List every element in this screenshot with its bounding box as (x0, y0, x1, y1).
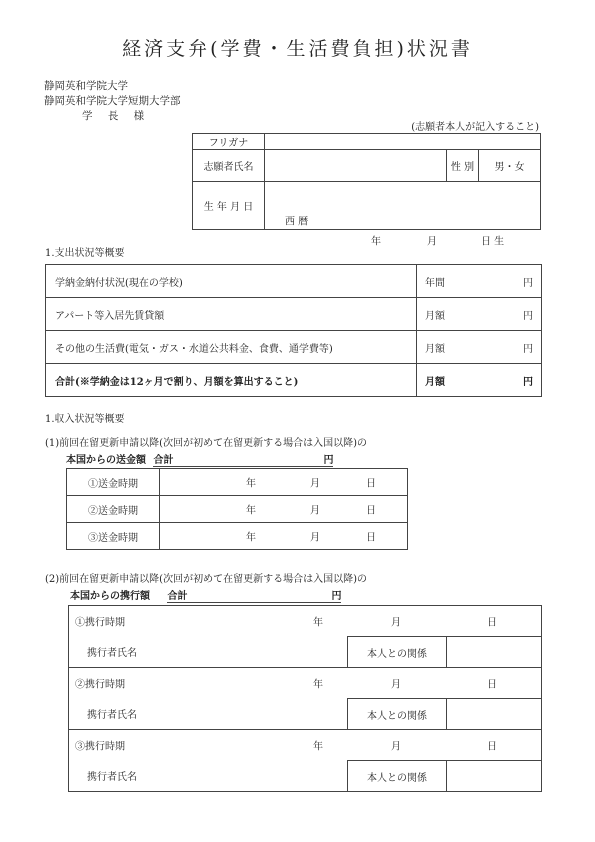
remittance-total-label: 合計 (153, 455, 174, 466)
expense-row (46, 265, 542, 298)
page-title: 経済支弁(学費・生活費負担)状況書 (122, 38, 473, 60)
date-year: 年 (246, 478, 256, 490)
gender-label: 性 別 (447, 150, 479, 182)
remittance-amount-label: 本国からの送金額 (66, 455, 146, 466)
carrier-name-field[interactable] (69, 637, 348, 668)
dob-year: 年 (371, 236, 381, 247)
yen-unit: 円 (523, 343, 533, 355)
date-month: 月 (310, 505, 320, 517)
carried-date-field[interactable] (69, 730, 542, 761)
expense-label: 学納金納付状況(現在の学校) (46, 265, 417, 298)
remittance-row (67, 469, 408, 496)
expense-period: 年間 (425, 277, 445, 289)
remittance-row-label: ②送金時期 (67, 496, 160, 523)
expense-row (46, 331, 542, 364)
remittance-table (66, 468, 408, 550)
carried-row-label: ①携行時期 (75, 617, 125, 629)
date-day: 日 (487, 679, 497, 691)
remittance-date-field[interactable] (160, 523, 408, 550)
date-year: 年 (313, 741, 323, 753)
carried-amount-label: 本国からの携行額 (70, 591, 150, 602)
expense-value[interactable] (417, 331, 542, 364)
expense-total-row (46, 364, 542, 397)
carried-amount-line (70, 587, 341, 603)
remittance-row-label: ③送金時期 (67, 523, 160, 550)
date-month: 月 (310, 478, 320, 490)
date-year: 年 (313, 617, 323, 629)
relation-field[interactable] (447, 637, 542, 668)
section-income-heading: 1.収入状況等概要 (45, 414, 125, 425)
applicant-name-field[interactable] (265, 150, 447, 182)
dob-day: 日 生 (481, 236, 505, 247)
gender-value[interactable]: 男・女 (479, 150, 541, 182)
expense-period: 月額 (425, 310, 445, 322)
relation-label: 本人との関係 (348, 699, 447, 730)
carrier-name-field[interactable] (69, 699, 348, 730)
remittance-date-field[interactable] (160, 496, 408, 523)
expense-label: アパート等入居先賃貸額 (46, 298, 417, 331)
fill-note: (志願者本人が記入すること) (411, 122, 539, 133)
carried-table (68, 605, 542, 792)
carried-person-row (69, 699, 542, 730)
carried-row-label: ③携行時期 (75, 741, 125, 753)
yen-unit: 円 (331, 591, 342, 602)
yen-unit: 円 (523, 277, 533, 289)
carrier-name-field[interactable] (69, 761, 348, 792)
carried-date-field[interactable] (69, 668, 542, 699)
date-year: 年 (246, 532, 256, 544)
date-day: 日 (487, 617, 497, 629)
carried-date-field[interactable] (69, 606, 542, 637)
relation-field[interactable] (447, 761, 542, 792)
date-month: 月 (310, 532, 320, 544)
carrier-name-label: 携行者氏名 (87, 772, 137, 784)
carried-date-row (69, 606, 542, 637)
address-line-3: 学 長 様 (82, 110, 151, 122)
date-day: 日 (366, 532, 376, 544)
expense-value[interactable] (417, 265, 542, 298)
remittance-total-field[interactable] (153, 451, 333, 467)
remittance-row (67, 523, 408, 550)
expense-table (45, 264, 542, 397)
date-year: 年 (246, 505, 256, 517)
remittance-row (67, 496, 408, 523)
yen-unit: 円 (523, 310, 533, 322)
date-day: 日 (366, 478, 376, 490)
relation-field[interactable] (447, 699, 542, 730)
date-month: 月 (391, 679, 401, 691)
dob-label: 生 年 月 日 (193, 182, 265, 230)
applicant-name-label: 志願者氏名 (193, 150, 265, 182)
remittance-date-field[interactable] (160, 469, 408, 496)
carried-person-row (69, 637, 542, 668)
expense-period: 月額 (425, 343, 445, 355)
date-day: 日 (366, 505, 376, 517)
carried-heading: (2)前回在留更新申請以降(次回が初めて在留更新する場合は入国以降)の (45, 574, 367, 585)
expense-total-label: 合計(※学納金は12ヶ月で割り、月額を算出すること) (46, 364, 417, 397)
carried-row-label: ②携行時期 (75, 679, 125, 691)
dob-month: 月 (427, 236, 437, 247)
yen-unit: 円 (523, 376, 533, 388)
dob-field[interactable] (265, 182, 541, 247)
applicant-table (192, 133, 541, 247)
expense-total-value[interactable] (417, 364, 542, 397)
carried-person-row (69, 761, 542, 792)
recipient-address (44, 79, 181, 124)
expense-period: 月額 (425, 376, 445, 388)
section-expense-heading: 1.支出状況等概要 (45, 248, 125, 259)
date-year: 年 (313, 679, 323, 691)
furigana-field[interactable] (265, 134, 541, 150)
remittance-amount-line (66, 451, 333, 467)
yen-unit: 円 (323, 455, 334, 466)
furigana-label: フリガナ (193, 134, 265, 150)
date-month: 月 (391, 741, 401, 753)
relation-label: 本人との関係 (348, 761, 447, 792)
carrier-name-label: 携行者氏名 (87, 648, 137, 660)
remittance-heading: (1)前回在留更新申請以降(次回が初めて在留更新する場合は入国以降)の (45, 438, 367, 449)
carried-total-label: 合計 (167, 591, 188, 602)
date-day: 日 (487, 741, 497, 753)
carried-date-row (69, 730, 542, 761)
expense-value[interactable] (417, 298, 542, 331)
expense-label: その他の生活費(電気・ガス・水道公共料金、食費、通学費等) (46, 331, 417, 364)
date-month: 月 (391, 617, 401, 629)
carrier-name-label: 携行者氏名 (87, 710, 137, 722)
relation-label: 本人との関係 (348, 637, 447, 668)
address-line-2: 静岡英和学院大学短期大学部 (44, 95, 181, 107)
carried-date-row (69, 668, 542, 699)
era-label: 西 暦 (285, 216, 309, 227)
carried-total-field[interactable] (167, 587, 341, 603)
address-line-1: 静岡英和学院大学 (44, 80, 128, 92)
remittance-row-label: ①送金時期 (67, 469, 160, 496)
expense-row (46, 298, 542, 331)
